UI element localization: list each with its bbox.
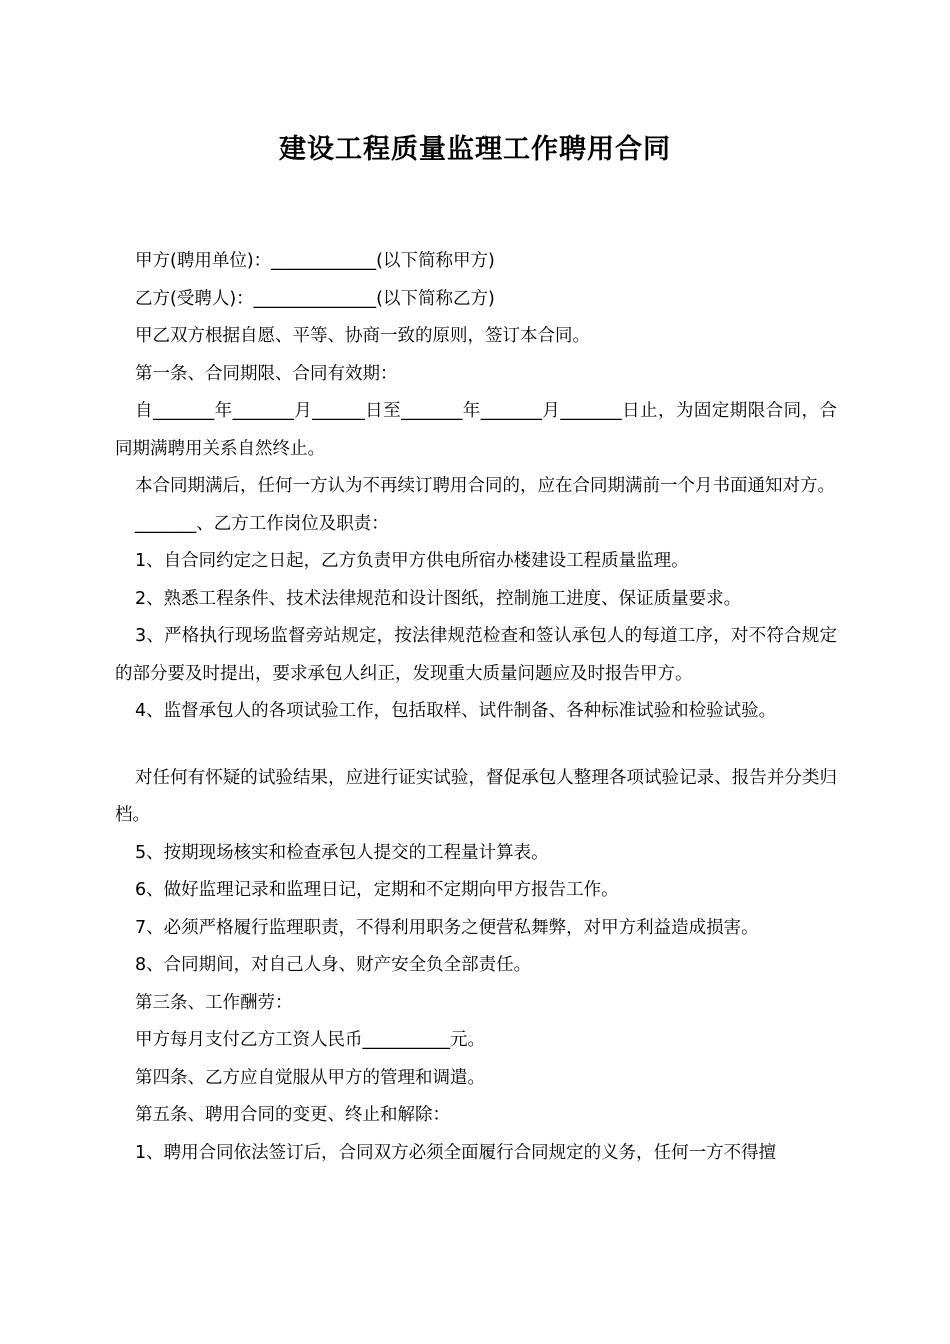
- duty-item-4: 4、监督承包人的各项试验工作，包括取样、试件制备、各种标准试验和检验试验。: [135, 701, 777, 721]
- renewal-notice: 本合同期满后，任何一方认为不再续订聘用合同的，应在合同期满前一个月书面通知对方。: [135, 476, 835, 496]
- duty-item-3: 3、严格执行现场监督旁站规定，按法律规范检查和签认承包人的每道工序，对不符合规定的部分要及时提出，要求承包人纠正，发现重大质量问题应及时报告甲方。: [115, 626, 837, 684]
- agreement-principle: 甲乙双方根据自愿、平等、协商一致的原则，签订本合同。: [135, 326, 590, 346]
- duty-item-1: 1、自合同约定之日起，乙方负责甲方供电所宿办楼建设工程质量监理。: [135, 551, 689, 571]
- article-1-heading: 第一条、合同期限、合同有效期：: [135, 363, 398, 384]
- paragraph-gap: [115, 731, 837, 760]
- document-title: 建设工程质量监理工作聘用合同: [279, 134, 671, 165]
- article-5-item-1: 1、聘用合同依法签订后，合同双方必须全面履行合同规定的义务，任何一方不得擅: [135, 1142, 777, 1163]
- duty-item-6: 6、做好监理记录和监理日记，定期和不定期向甲方报告工作。: [135, 880, 619, 900]
- contract-period: 自_______年_______月______日至_______年_______月_______日止，为固定期限合同，合同期满聘用关系自然终止。: [115, 401, 837, 459]
- duty-item-4-continued: 对任何有怀疑的试验结果，应进行证实试验，督促承包人整理各项试验记录、报告并分类归档。: [115, 767, 837, 825]
- party-a-line: 甲方(聘用单位)：____________(以下简称甲方): [135, 251, 495, 271]
- article-3-heading: 第三条、工作酬劳：: [135, 992, 293, 1013]
- duty-item-5: 5、按期现场核实和检查承包人提交的工程量计算表。: [135, 842, 549, 863]
- article-4-heading: 第四条、乙方应自觉服从甲方的管理和调遣。: [135, 1067, 485, 1088]
- party-b-line: 乙方(受聘人)：______________(以下简称乙方): [135, 288, 495, 309]
- article-5-heading: 第五条、聘用合同的变更、终止和解除：: [135, 1105, 450, 1125]
- document-body: [115, 243, 837, 1172]
- duty-item-7: 7、必须严格履行监理职责，不得利用职务之便营私舞弊，对甲方利益造成损害。: [135, 917, 759, 938]
- salary-line: 甲方每月支付乙方工资人民币__________元。: [135, 1030, 485, 1050]
- duty-item-2: 2、熟悉工程条件、技术法律规范和设计图纸，控制施工进度、保证质量要求。: [135, 588, 742, 609]
- duty-item-8: 8、合同期间，对自己人身、财产安全负全部责任。: [135, 955, 532, 975]
- article-2-heading: _______、乙方工作岗位及职责：: [135, 513, 389, 534]
